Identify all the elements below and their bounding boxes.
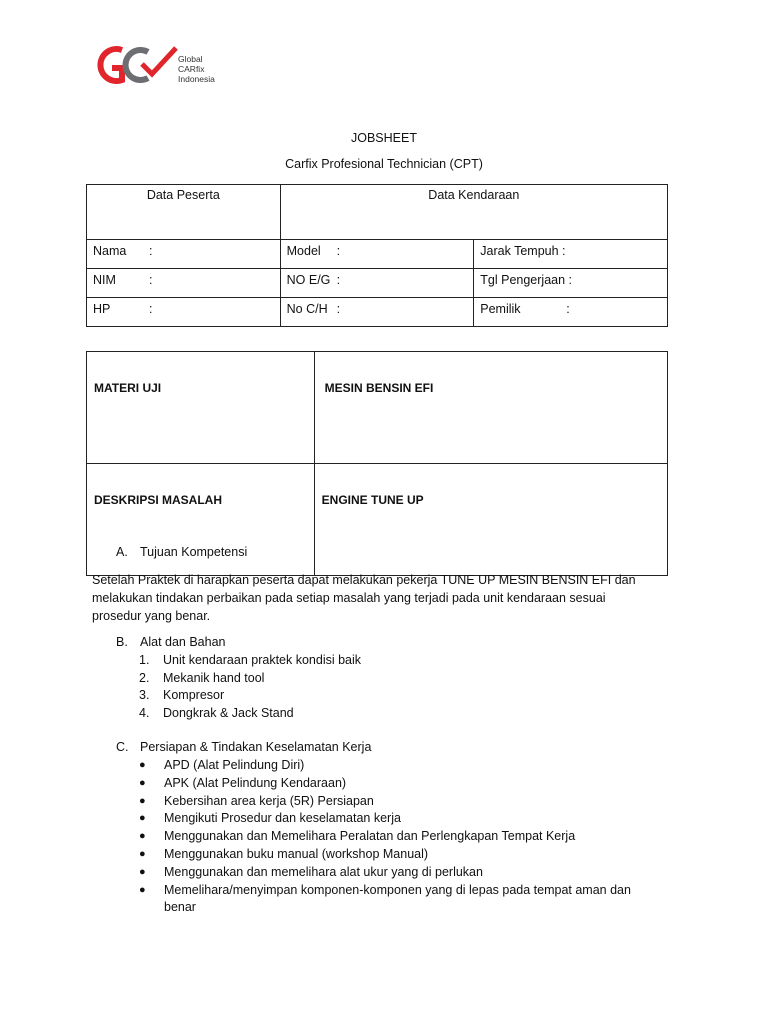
section-b-heading: B. Alat dan Bahan	[116, 635, 226, 649]
logo-text: Global CARfix Indonesia	[178, 54, 215, 84]
list-item: 4. Dongkrak & Jack Stand	[139, 705, 294, 720]
table-row: Nama : Model : Jarak Tempuh :	[87, 240, 668, 269]
list-item: 2. Mekanik hand tool	[139, 670, 265, 685]
field-label: Model	[286, 244, 321, 258]
deskripsi-label: DESKRIPSI MASALAH	[87, 464, 315, 576]
list-item: 1. Unit kendaraan praktek kondisi baik	[139, 653, 362, 667]
list-item: ● Mengikuti Prosedur dan keselamatan kerja	[139, 811, 401, 826]
header-data-kendaraan: Data Kendaraan	[280, 185, 667, 240]
table-row	[87, 352, 668, 464]
header-data-peserta: Data Peserta	[87, 185, 281, 240]
list-item: ● Menggunakan dan memelihara alat ukur yang di perlukan	[139, 864, 483, 879]
participant-vehicle-table	[86, 184, 668, 327]
field-label: HP	[93, 302, 111, 316]
field-label: Nama	[93, 244, 127, 258]
deskripsi-value: ENGINE TUNE UP	[314, 464, 667, 576]
materi-value: MESIN BENSIN EFI	[314, 352, 667, 464]
materi-table	[86, 351, 668, 576]
list-item: ● Kebersihan area kerja (5R) Persiapan	[139, 793, 374, 808]
list-item: 3. Kompresor	[139, 688, 225, 702]
list-item: ● Menggunakan dan Memelihara Peralatan dan Perlengkapan Tempat Kerja	[139, 829, 576, 844]
list-item: ● APK (Alat Pelindung Kendaraan)	[139, 775, 347, 790]
materi-label: MATERI UJI	[87, 352, 315, 464]
field-label: NIM	[93, 273, 116, 287]
alat-bahan-list	[139, 652, 361, 722]
table-row: HP : No C/H : Pemilik :	[87, 298, 668, 327]
field-label: NO E/G	[286, 273, 331, 287]
section-a-paragraph: Setelah Praktek di harapkan peserta dapat melakukan pekerja TUNE UP MESIN BENSIN EFI dan melakukan tindakan perbaikan pada setiap masalah yang terjadi pada unit kendaraan sesuai prosedur yang benar.	[92, 573, 636, 623]
table-row: NIM : NO E/G : Tgl Pengerjaan :	[87, 269, 668, 298]
keselamatan-list	[139, 757, 659, 917]
field-label: Tgl Pengerjaan	[480, 273, 566, 287]
field-label: Jarak Tempuh	[480, 244, 559, 258]
list-item: ● Memelihara/menyimpan komponen-komponen yang di lepas pada tempat aman dan benar	[139, 882, 631, 915]
field-label: Pemilik	[480, 302, 521, 316]
section-a-heading: A. Tujuan Kompetensi	[116, 545, 248, 559]
list-item: ● Menggunakan buku manual (workshop Manual)	[139, 846, 429, 861]
list-item: ● APD (Alat Pelindung Diri)	[139, 758, 305, 772]
field-label: No C/H	[286, 302, 328, 316]
document-subtitle: Carfix Profesional Technician (CPT)	[285, 157, 483, 171]
document-title: JOBSHEET	[351, 131, 417, 145]
section-c-heading: C. Persiapan & Tindakan Keselamatan Kerja	[116, 740, 372, 754]
